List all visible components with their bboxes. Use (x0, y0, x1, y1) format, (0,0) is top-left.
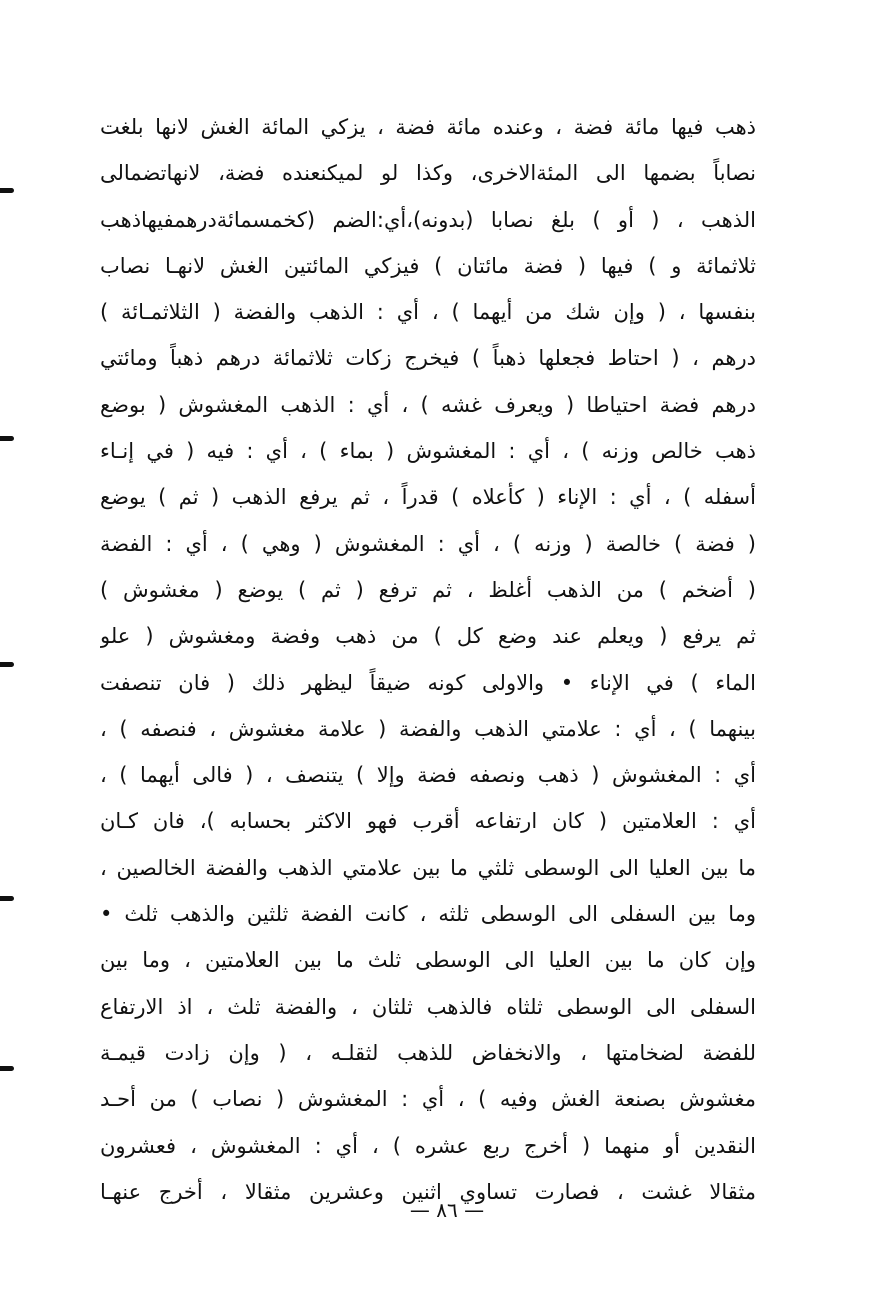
text-line: مثقالا غشت ، فصارت تساوي اثنين وعشرين مثقالا ، أخرج عنهـا (100, 1179, 756, 1204)
text-line: أي : المغشوش ( ذهب ونصفه فضة وإلا ) يتنصف ، ( فالى أيهما ) ، (100, 763, 756, 788)
margin-mark (0, 188, 14, 193)
text-line: ثم يرفع ( ويعلم عند وضع كل ) من ذهب وفضة ومغشوش ( علو (100, 624, 756, 649)
text-line: للفضة لضخامتها ، والانخفاض للذهب لثقلـه ، ( وإن زادت قيمـة (100, 1040, 756, 1065)
text-line: مغشوش بصنعة الغش وفيه ) ، أي : المغشوش ( نصاب ) من أحـد (100, 1087, 756, 1112)
text-line: وما بين السفلى الى الوسطى ثلثه ، كانت الفضة ثلثين والذهب ثلث • (100, 902, 756, 927)
text-line: بينهما ) ، أي : علامتي الذهب والفضة ( علامة مغشوش ، فنصفه ) ، (100, 716, 756, 741)
text-line: ذهب فيها مائة فضة ، وعنده مائة فضة ، يزكي المائة الغش لانها بلغت (100, 115, 756, 139)
text-line: الماء ) في الإناء • والاولى كونه ضيقاً ليظهر ذلك ( فان تنصفت (100, 670, 756, 695)
margin-mark (0, 662, 14, 667)
page-number: — ٨٦ — (409, 1198, 485, 1222)
margin-mark (0, 1066, 14, 1071)
text-line: ما بين العليا الى الوسطى ثلثي ما بين علامتي الذهب والفضة الخالصين ، (100, 855, 756, 880)
text-line: أسفله ) ، أي : الإناء ( كأعلاه ) قدراً ، ثم يرفع الذهب ( ثم ) يوضع (100, 485, 756, 510)
text-line: النقدين أو منهما ( أخرج ربع عشره ) ، أي : المغشوش ، فعشرون (100, 1133, 756, 1158)
text-line: ( فضة ) خالصة ( وزنه ) ، أي : المغشوش ( وهي ) ، أي : الفضة (100, 531, 756, 556)
text-line: درهم فضة احتياطا ( ويعرف غشه ) ، أي : الذهب المغشوش ( بوضع (100, 392, 756, 417)
text-line: ( أضخم ) من الذهب أغلظ ، ثم ترفع ( ثم ) يوضع ( مغشوش ) (100, 577, 756, 602)
text-line: وإن كان ما بين العليا الى الوسطى ثلث ما بين العلامتين ، وما بين (100, 948, 756, 973)
text-line: نصاباً بضمها الى المئةالاخرى، وكذا لو لميكنعنده فضة، لانهاتضمالى (100, 161, 756, 186)
text-line: أي : العلامتين ( كان ارتفاعه أقرب فهو الاكثر بحسابه )، فان كـان (100, 809, 756, 834)
text-line: درهم ، ( احتاط فجعلها ذهباً ) فيخرج زكات ثلاثمائة درهم ذهباً ومائتي (100, 346, 756, 371)
margin-mark (0, 896, 14, 901)
margin-mark (0, 436, 14, 441)
text-line: ثلاثمائة و ) فيها ( فضة مائتان ) فيزكي المائتين الغش لانهـا نصاب (100, 253, 756, 278)
text-line: السفلى الى الوسطى ثلثاه فالذهب ثلثان ، والفضة ثلث ، اذ الارتفاع (100, 994, 756, 1019)
text-line: ذهب خالص وزنه ) ، أي : المغشوش ( بماء ) ، أي : فيه ( في إنـاء (100, 439, 756, 464)
text-line: الذهب ، ( أو ) بلغ نصابا (بدونه)،أي:الضم (كخمسمائةدرهمفيهاذهب (100, 207, 756, 232)
text-line: بنفسها ، ( وإن شك من أيهما ) ، أي : الذهب والفضة ( الثلاثمـائة ) (100, 300, 756, 325)
body-text (100, 104, 756, 1215)
